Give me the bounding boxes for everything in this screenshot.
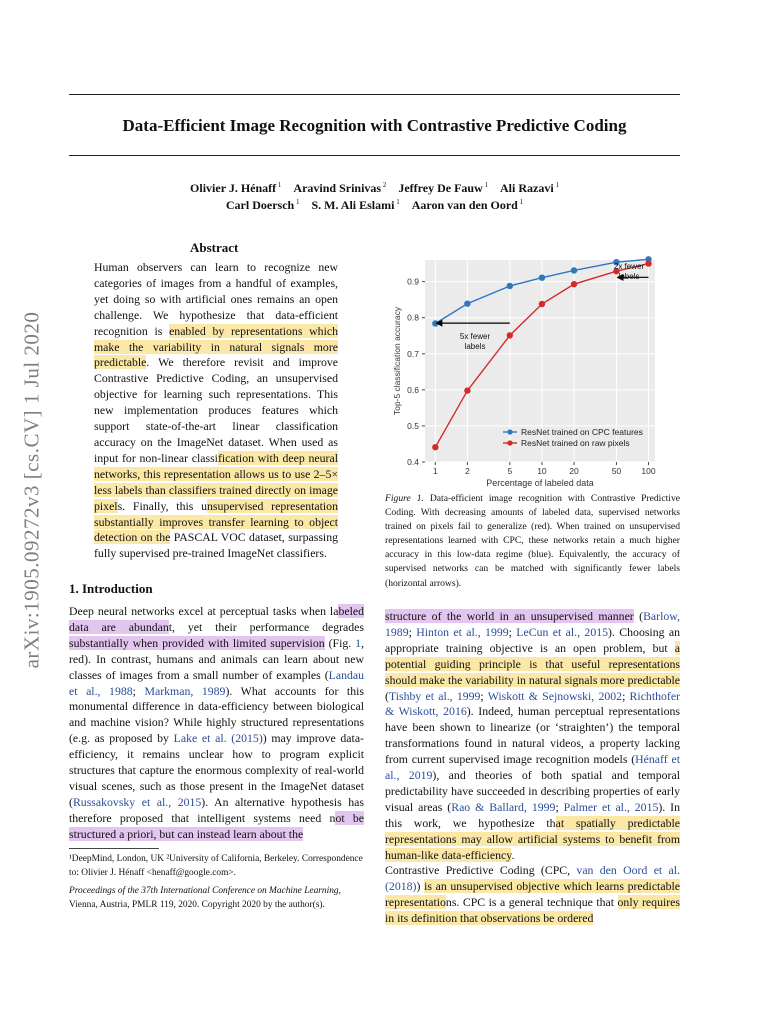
right-paragraph-1: [385, 609, 680, 864]
highlighted-text: substantially when provided with limited supervision: [69, 635, 325, 650]
text-run: ;: [132, 683, 145, 698]
text-run: . We therefore revisit and improve Contrastive Predictive Coding, an unsupervised objective for learning such representations. This new implementation produces features which support state-of-the-art linear classification accuracy on the ImageNet dataset. When used as input for non-linear classi: [94, 355, 338, 465]
right-paragraph-2: [385, 863, 680, 927]
abstract-body: [94, 260, 338, 562]
text-run: Contrastive Predictive Coding (CPC,: [385, 863, 577, 877]
author-name: Jeffrey De Fauw: [398, 181, 483, 195]
highlighted-text: is an unsupervised objective which learns predictable representatio: [385, 878, 680, 909]
author-name: Ali Razavi: [500, 181, 554, 195]
author-affiliation-mark: 1: [294, 198, 300, 206]
highlighted-text: nsupervised representation substantially improves transfer learning to object detection on the: [94, 498, 338, 545]
text-run: ;: [508, 624, 517, 639]
citation-link[interactable]: Landau et al., 1988: [69, 667, 364, 698]
text-run: Human observers can learn to recognize new categories of images from a handful of examples, yet doing so with artificial ones remains an open challenge. We hypothesize that data-efficient recognition is: [94, 260, 338, 338]
citation-link[interactable]: 1: [355, 635, 362, 650]
legend-swatch-point: [507, 440, 512, 445]
data-point: [571, 281, 577, 287]
author-affiliation-mark: 1: [482, 181, 489, 189]
text-run: ). What accounts for this monumental difference in data-efficiency between biological and machine vision? While highly structured representations (e.g. as proposed by: [69, 683, 364, 746]
author-name: Carl Doersch: [225, 198, 295, 212]
citation-link[interactable]: Tishby et al., 1999: [388, 688, 481, 703]
text-run: (: [633, 609, 644, 623]
data-point: [645, 260, 651, 266]
highlighted-text: structure of the world in an unsupervised manner: [385, 609, 634, 623]
text-run: ). Choosing an appropriate training objective is an open problem, but: [385, 624, 681, 655]
x-tick-label: 2: [465, 466, 470, 476]
legend-label: ResNet trained on raw pixels: [521, 438, 630, 448]
highlighted-text: ot be structured a priori, but can instead learn about the: [69, 810, 365, 841]
highlighted-text: enabled by representations which make the variability in natural signals more predictable: [94, 323, 338, 370]
text-run: PASCAL VOC dataset, surpassing fully supervised pre-trained ImageNet classifiers.: [94, 530, 339, 561]
footnote-affiliations: ¹DeepMind, London, UK ²University of California, Berkeley. Correspondence to: Olivier J. Hénaff <henaff@google.com>.: [69, 854, 363, 878]
author-name: Aravind Srinivas: [293, 181, 382, 195]
text-run: ;: [480, 688, 488, 703]
proceedings-rest: , Vienna, Austria, PMLR 119, 2020. Copyright 2020 by the author(s).: [69, 886, 341, 910]
legend-swatch-point: [507, 429, 512, 434]
text-run: ) may improve data-efficiency, it remains unclear how to program explicit structures that capture the enormous complexity of real-world visual scenes, such as those present in the ImageNet dataset (: [69, 731, 364, 809]
annotation-label: 5x fewer: [459, 332, 491, 342]
citation-link[interactable]: Markman, 1989: [144, 683, 226, 698]
annotation-label: labels: [464, 342, 486, 352]
intro-body: [69, 604, 364, 843]
footnote-rule: [69, 848, 159, 849]
intro-heading: 1. Introduction: [69, 581, 153, 596]
author-name: Olivier J. Hénaff: [190, 181, 277, 195]
figure-1-caption: [385, 492, 680, 591]
annotation-label: 2x fewer: [613, 261, 645, 271]
authors-line-1: [69, 181, 680, 196]
citation-link[interactable]: Lake et al. (2015): [173, 731, 263, 746]
y-tick-label: 0.5: [407, 420, 419, 431]
arxiv-stamp: [12, 290, 52, 690]
text-run: , red). In contrast, humans and animals can learn about new classes of images from a small number of examples (: [69, 635, 365, 682]
citation-link[interactable]: Russakovsky et al., 2015: [72, 794, 202, 809]
author-name: Aaron van den Oord: [411, 198, 518, 212]
citation-link[interactable]: LeCun et al., 2015: [516, 624, 609, 639]
x-tick-label: 100: [641, 466, 656, 476]
y-tick-label: 0.6: [407, 384, 419, 395]
abstract-heading: Abstract: [190, 240, 239, 255]
x-tick-label: 10: [537, 466, 547, 476]
data-point: [539, 274, 545, 280]
text-run: t, yet their performance degrades: [168, 619, 364, 634]
citation-link[interactable]: Barlow, 1989: [385, 609, 680, 639]
data-point: [507, 283, 513, 289]
citation-link[interactable]: Richthofer & Wiskott, 2016: [385, 688, 680, 719]
x-tick-label: 1: [432, 466, 438, 476]
text-run: ). An alternative hypothesis has therefore proposed that intelligent systems need n: [69, 794, 364, 825]
highlighted-text: only requires in its definition that observations be ordered: [385, 894, 680, 925]
citation-link[interactable]: Wiskott & Sejnowski, 2002: [487, 688, 623, 703]
x-tick-label: 50: [611, 466, 622, 476]
text-run: ). Indeed, human perceptual representations have been shown to linearize (or ‘straighten’) the temporal transformations found in natural videos, a property lacking from current supervised image recognition models (: [385, 704, 681, 767]
text-run: s. Finally, this u: [117, 498, 208, 513]
citation-link[interactable]: Hinton et al., 1999: [416, 624, 509, 639]
author-affiliation-mark: 2: [381, 181, 387, 189]
author-affiliation-mark: 1: [553, 181, 559, 189]
text-run: .: [511, 847, 515, 862]
highlighted-text: at spatially predictable representations may allow artificial systems to benefit from human-like data-efficiency: [385, 815, 680, 862]
title-rule-top: [69, 94, 680, 95]
author-affiliation-mark: 1: [276, 181, 282, 189]
annotation-label: labels: [618, 271, 640, 281]
citation-link[interactable]: van den Oord et al. (2018): [385, 863, 680, 893]
proceedings-name: Proceedings of the 37th International Conference on Machine Learning: [69, 886, 339, 896]
citation-link[interactable]: Rao & Ballard, 1999: [451, 799, 556, 814]
text-run: ;: [555, 799, 564, 814]
legend-label: ResNet trained on CPC features: [521, 427, 643, 437]
x-tick-label: 5: [507, 466, 513, 476]
highlighted-text: a potential guiding principle is that useful representations should make the variability in natural signals more predictable: [385, 640, 680, 687]
citation-link[interactable]: Palmer et al., 2015: [563, 799, 659, 814]
caption-label: Figure 1.: [385, 493, 424, 504]
text-run: ;: [622, 688, 630, 703]
data-point: [507, 332, 513, 338]
text-run: ). In this work, we hypothesize th: [385, 799, 681, 830]
text-run: ;: [408, 624, 417, 639]
data-point: [432, 444, 438, 450]
highlighted-text: beled data are abundan: [69, 604, 364, 634]
data-point: [539, 301, 545, 307]
text-run: ns. CPC is a general technique that: [445, 894, 618, 909]
figure-1-chart: [385, 250, 680, 488]
y-tick-label: 0.8: [407, 312, 419, 323]
x-tick-label: 20: [569, 466, 579, 476]
x-axis-label: Percentage of labeled data: [486, 478, 594, 488]
text-run: Deep neural networks excel at perceptual tasks when la: [69, 604, 339, 618]
text-run: (Fig.: [324, 635, 356, 650]
author-affiliation-mark: 1: [394, 198, 400, 206]
text-run: ), and theories of both spatial and temporal predictability have succeeded in describing properties of early visual areas (: [385, 768, 680, 814]
footnote-proceedings: [69, 885, 364, 912]
caption-text: Data-efficient image recognition with Contrastive Predictive Coding. With decreasing amounts of labeled data, supervised networks trained on pixels fail to generalize (red). When trained on unsupervised representations learned with CPC, these networks retain a much higher accuracy in this low-data regime (blue). Equivalently, the accuracy of supervised networks can be matched with significantly fewer labels (horizontal arrows).: [385, 493, 680, 589]
data-point: [571, 267, 577, 273]
paper-title: Data-Efficient Image Recognition with Contrastive Predictive Coding: [122, 116, 627, 135]
citation-link[interactable]: Hénaff et al., 2019: [385, 752, 681, 783]
y-tick-label: 0.7: [407, 348, 419, 359]
data-point: [464, 300, 470, 306]
author-name: S. M. Ali Eslami: [311, 198, 395, 212]
y-axis-label: Top-5 classification accuracy: [392, 306, 402, 416]
highlighted-text: fication with deep neural networks, this representation allows us to use 2–5× less labels than classifiers trained directly on image pixel: [94, 450, 338, 513]
authors-line-2: [69, 198, 680, 213]
y-tick-label: 0.9: [407, 276, 419, 287]
title-rule-bottom: [69, 155, 680, 156]
arxiv-id: arXiv:1905.09272v3 [cs.CV] 1 Jul 2020: [19, 311, 44, 669]
data-point: [464, 387, 470, 393]
author-affiliation-mark: 1: [517, 198, 524, 206]
text-run: (: [385, 688, 389, 703]
text-run: ): [416, 878, 425, 893]
y-tick-label: 0.4: [407, 457, 419, 467]
